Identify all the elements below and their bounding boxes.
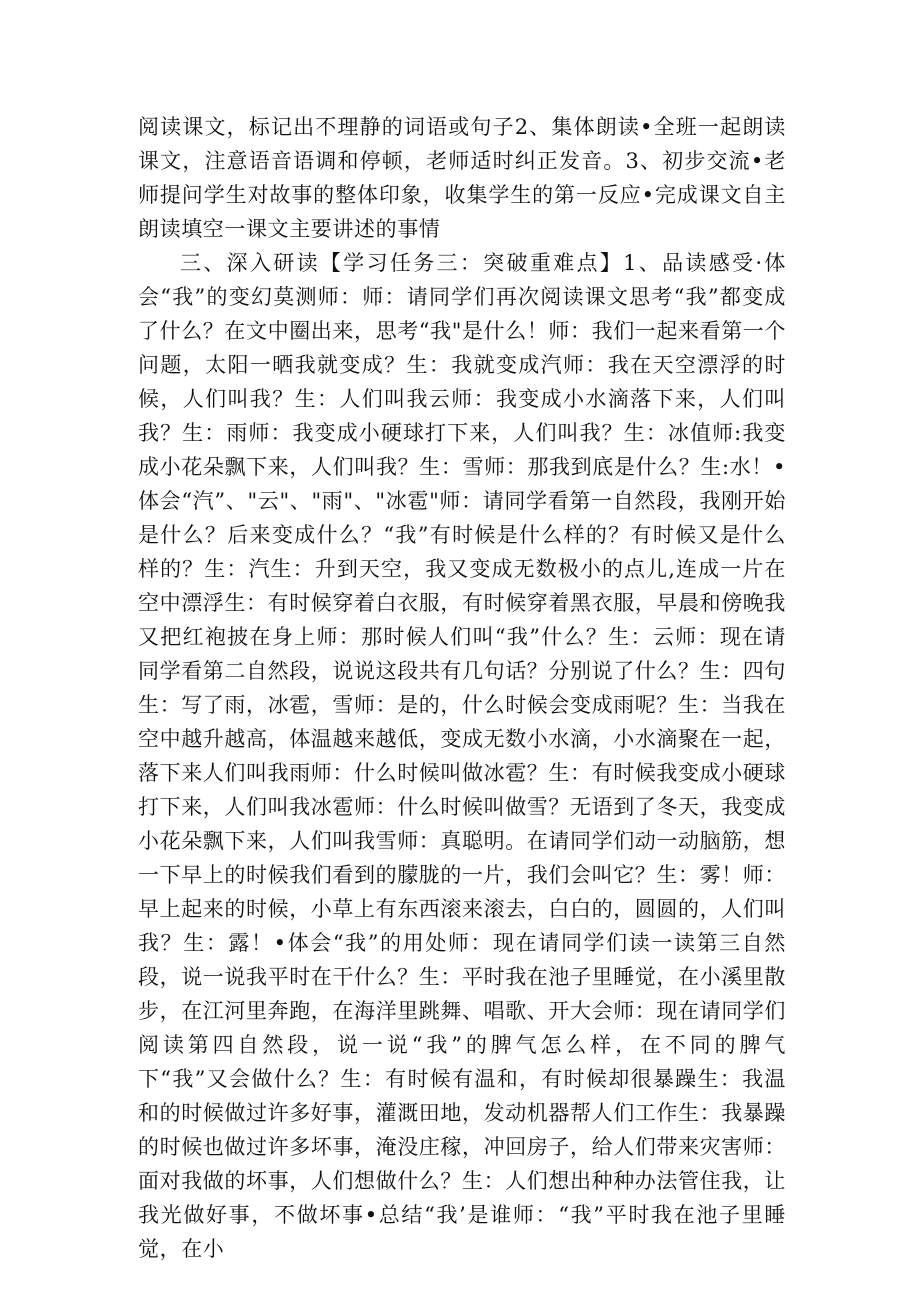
document-body <box>138 110 786 1266</box>
paragraph-reading-steps: 阅读课文，标记出不理静的词语或句子2、集体朗读•全班一起朗读课文，注意语音语调和停顿，老师适时纠正发音。3、初步交流•老师提问学生对故事的整体印象，收集学生的第一反应•完成课文自主朗读填空一课文主要讲述的事情 <box>138 115 786 241</box>
paragraph-deep-study: 三、深入研读【学习任务三：突破重难点】1、品读感受·体会“我”的变幻莫测师：师：请同学们再次阅读课文思考“我”都变成了什么？在文中圈出来，思考“我"是什么！师：我们一起来看第一个问题，太阳一晒我就变成？生：我就变成汽师：我在天空漂浮的时候，人们叫我？生：人们叫我云师：我变成小水滴落下来，人们叫我？生：雨师：我变成小硬球打下来，人们叫我？生：冰值师:我变成小花朵飘下来，人们叫我？生：雪师：那我到底是什么？生:水！•体会“汽”、"云"、"雨"、"冰雹"师：请同学看第一自然段，我刚开始是什么？后来变成什么？“我”有时候是什么样的？有时候又是什么样的？生：汽生：升到天空，我又变成无数极小的点儿,连成一片在空中漂浮生：有时候穿着白衣服，有时候穿着黑衣服，早晨和傍晚我又把红袍披在身上师：那时候人们叫“我”什么？生：云师：现在请同学看第二自然段，说说这段共有几句话？分别说了什么？生：四句生：写了雨，冰雹，雪师：是的，什么时候会变成雨呢？生：当我在空中越升越高，体温越来越低，变成无数小水滴，小水滴聚在一起，落下来人们叫我雨师：什么时候叫做冰雹？生：有时候我变成小硬球打下来，人们叫我冰雹师：什么时候叫做雪？无语到了冬天，我变成小花朵飘下来，人们叫我雪师：真聪明。在请同学们动一动脑筋，想一下早上的时候我们看到的朦胧的一片，我们会叫它？生：雾！师：早上起来的时候，小草上有东西滚来滚去，白白的，圆圆的，人们叫我？生：露！•体会“我”的用处师：现在请同学们读一读第三自然段，说一说我平时在干什么？生：平时我在池子里睡觉，在小溪里散步，在江河里奔跑，在海洋里跳舞、唱歌、开大会师：现在请同学们阅读第四自然段，说一说“我”的脾气怎么样，在不同的脾气下“我”又会做什么？生：有时候有温和，有时候却很暴躁生：我温和的时候做过许多好事，灌溉田地，发动机器帮人们工作生：我暴躁的时候也做过许多坏事，淹没庄稼，冲回房子，给人们带来灾害师：面对我做的坏事，人们想做什么？生：人们想出种种办法管住我，让我光做好事，不做坏事•总结“我’是谁师：“我”平时我在池子里睡觉，在小 <box>138 251 786 1261</box>
